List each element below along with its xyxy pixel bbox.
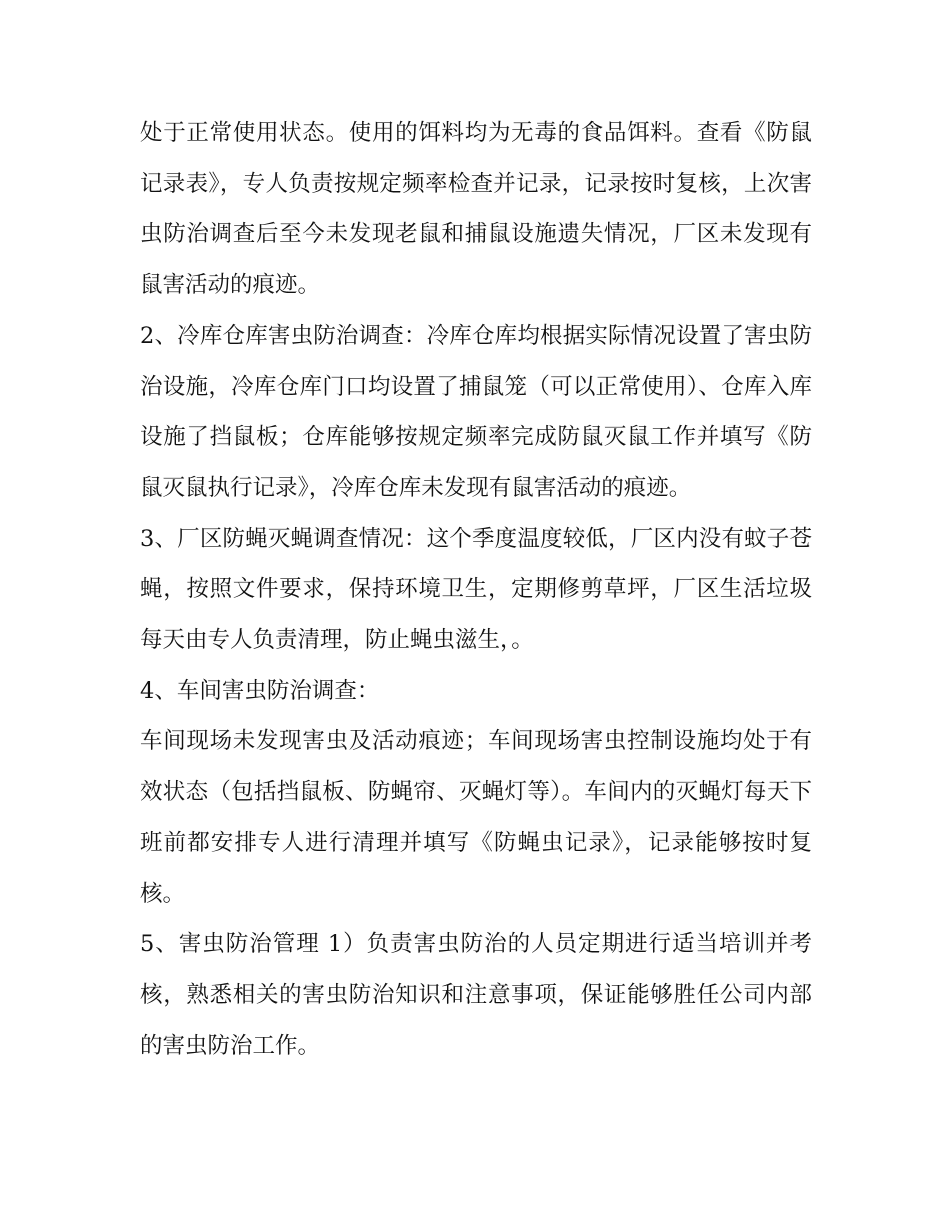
document-body bbox=[140, 108, 812, 1071]
paragraph-workshop-heading: 4、车间害虫防治调查： bbox=[140, 677, 380, 704]
paragraph-workshop-survey: 车间现场未发现害虫及活动痕迹；车间现场害虫控制设施均处于有效状态（包括挡鼠板、防蝇帘、灭蝇灯等）。车间内的灭蝇灯每天下班前都安排专人进行清理并填写《防蝇虫记录》，记录能够按时复核。 bbox=[140, 728, 812, 907]
paragraph-fly-control-survey: 3、厂区防蝇灭蝇调查情况：这个季度温度较低，厂区内没有蚊子苍蝇，按照文件要求，保持环境卫生，定期修剪草坪，厂区生活垃圾每天由专人负责清理，防止蝇虫滋生，。 bbox=[140, 525, 812, 654]
paragraph-rodent-control-summary: 处于正常使用状态。使用的饵料均为无毒的食品饵料。查看《防鼠记录表》，专人负责按规定频率检查并记录，记录按时复核，上次害虫防治调查后至今未发现老鼠和捕鼠设施遗失情况，厂区未发现有鼠害活动的痕迹。 bbox=[140, 120, 812, 299]
paragraph-cold-storage-survey: 2、冷库仓库害虫防治调查：冷库仓库均根据实际情况设置了害虫防治设施，冷库仓库门口均设置了捕鼠笼（可以正常使用）、仓库入库设施了挡鼠板；仓库能够按规定频率完成防鼠灭鼠工作并填写《防鼠灭鼠执行记录》，冷库仓库未发现有鼠害活动的痕迹。 bbox=[140, 322, 812, 501]
paragraph-pest-management: 5、害虫防治管理 1）负责害虫防治的人员定期进行适当培训并考核，熟悉相关的害虫防治知识和注意事项，保证能够胜任公司内部的害虫防治工作。 bbox=[140, 931, 812, 1059]
